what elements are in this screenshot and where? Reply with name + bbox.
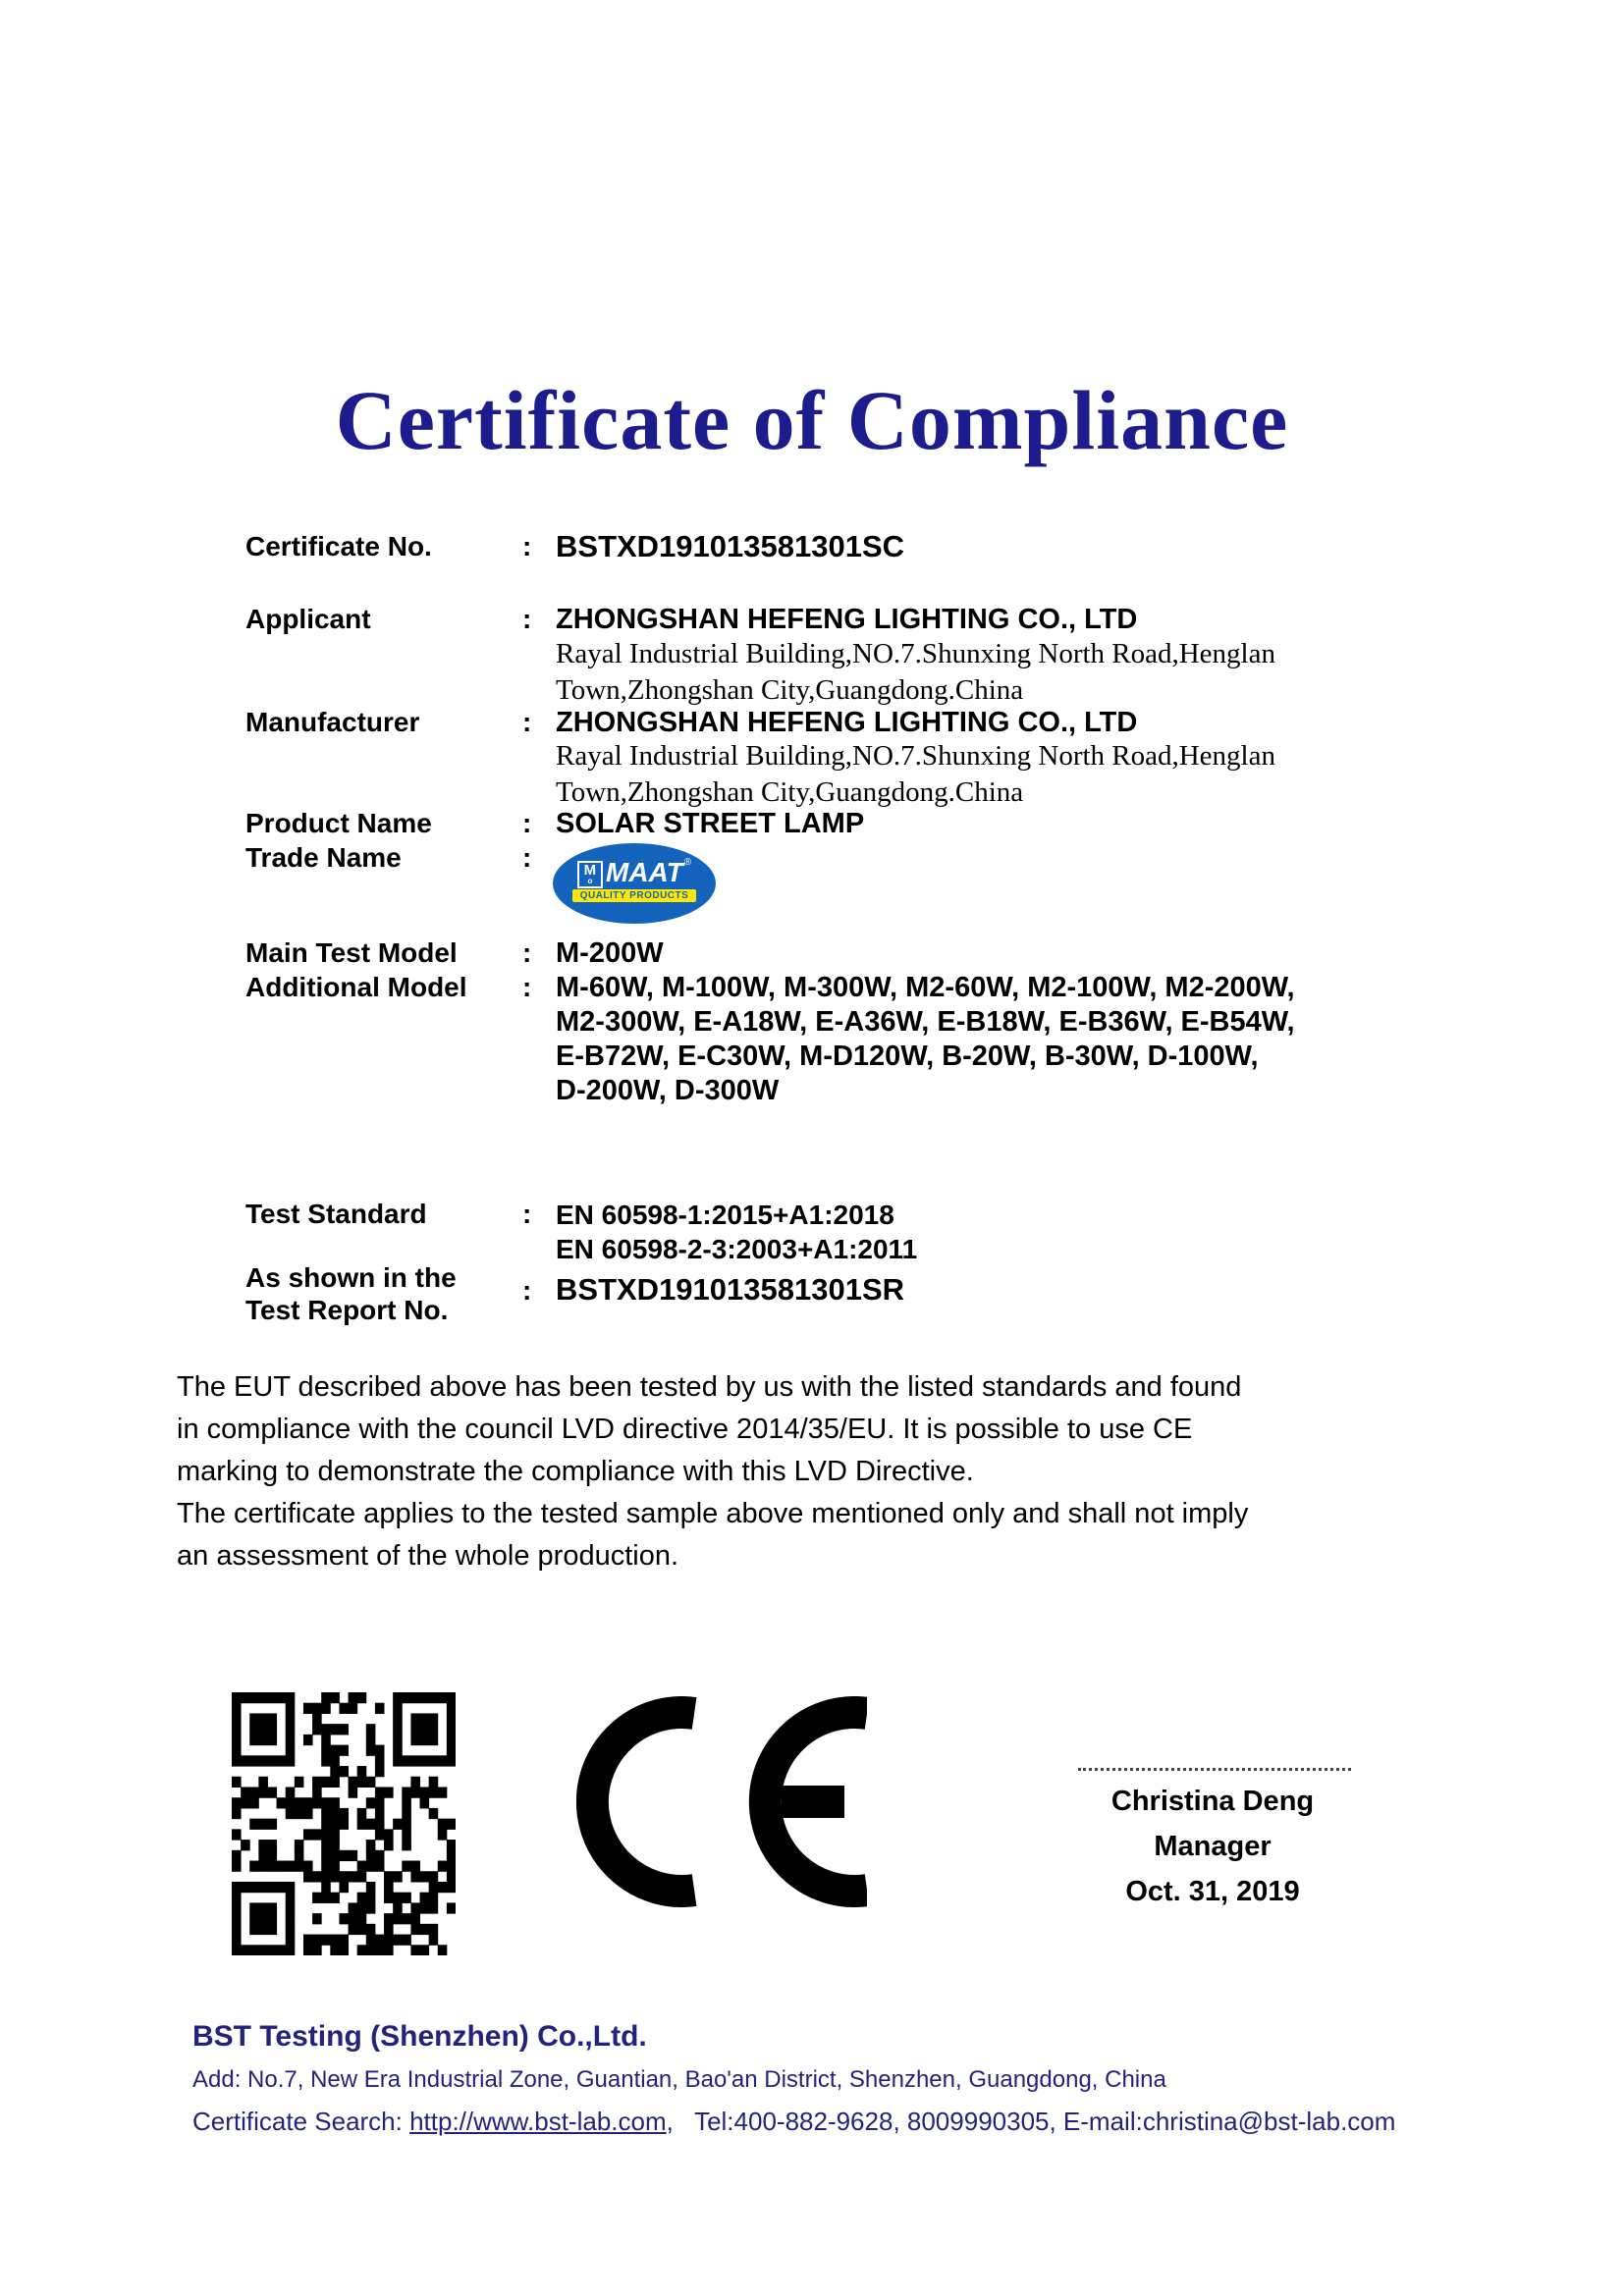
product-name-label: Product Name (245, 808, 432, 838)
test-report-label-line2: Test Report No. (245, 1295, 449, 1325)
certificate-no-label: Certificate No. (245, 531, 432, 561)
colon: : (522, 842, 532, 873)
applicant-label: Applicant (245, 604, 371, 634)
colon: : (522, 707, 532, 737)
applicant-address-line1: Rayal Industrial Building,NO.7.Shunxing North Road,Henglan (556, 638, 1275, 669)
signatory-name: Christina Deng (1110, 1786, 1315, 1817)
applicant-address-line2: Town,Zhongshan City,Guangdong.China (556, 674, 1024, 706)
maat-m-box-icon (577, 861, 603, 888)
statement-line4: The certificate applies to the tested sample above mentioned only and shall not imply (177, 1498, 1249, 1529)
applicant-value: ZHONGSHAN HEFENG LIGHTING CO., LTD (556, 604, 1138, 635)
test-standard-line1: EN 60598-1:2015+A1:2018 (556, 1200, 894, 1230)
colon: : (522, 1275, 532, 1306)
colon: : (522, 972, 532, 1002)
certificate-search-contacts: , Tel:400-882-9628, 8009990305, E-mail:christina@bst-lab.com (666, 2107, 1396, 2136)
signatory-title: Manager (1154, 1831, 1272, 1862)
ce-mark-icon (576, 1696, 867, 1907)
colon: : (522, 531, 532, 561)
additional-model-line2: M2-300W, E-A18W, E-A36W, E-B18W, E-B36W, E-B54W, (556, 1006, 1295, 1038)
registered-trademark-icon: ® (683, 857, 692, 868)
colon: : (522, 604, 532, 634)
additional-model-line4: D-200W, D-300W (556, 1075, 780, 1106)
maat-logo-top (553, 858, 716, 888)
qr-code-icon (232, 1692, 456, 1955)
main-test-model-value: M-200W (556, 937, 664, 969)
colon: : (522, 808, 532, 838)
test-report-value: BSTXD191013581301SR (556, 1272, 905, 1307)
manufacturer-address-line1: Rayal Industrial Building,NO.7.Shunxing North Road,Henglan (556, 740, 1275, 772)
certificate-search-line (192, 2107, 1395, 2137)
main-test-model-label: Main Test Model (245, 937, 458, 968)
colon: : (522, 1199, 532, 1229)
signature-date: Oct. 31, 2019 (1125, 1876, 1300, 1907)
product-name-value: SOLAR STREET LAMP (556, 808, 865, 839)
test-report-label (245, 1261, 457, 1326)
certificate-search-label: Certificate Search: (192, 2107, 410, 2136)
additional-model-line3: E-B72W, E-C30W, M-D120W, B-20W, B-30W, D-100W, (556, 1041, 1259, 1072)
additional-model-value (556, 971, 1295, 1108)
statement-line3: marking to demonstrate the compliance with this LVD Directive. (177, 1456, 974, 1487)
manufacturer-address (556, 738, 1275, 811)
manufacturer-value: ZHONGSHAN HEFENG LIGHTING CO., LTD (556, 707, 1138, 738)
maat-brand-logo (553, 843, 716, 924)
signature-dotted-line (1078, 1768, 1351, 1771)
page-title: Certificate of Compliance (335, 373, 1289, 467)
additional-model-line1: M-60W, M-100W, M-300W, M2-60W, M2-100W, M2-200W, (556, 972, 1295, 1003)
maat-tagline: QUALITY PRODUCTS (572, 889, 696, 902)
test-report-label-line1: As shown in the (245, 1262, 457, 1293)
colon: : (522, 937, 532, 968)
applicant-address (556, 636, 1275, 709)
test-standard-line2: EN 60598-2-3:2003+A1:2011 (556, 1234, 918, 1264)
trade-name-label: Trade Name (245, 842, 402, 873)
maat-m: M (583, 862, 597, 879)
statement-line5: an assessment of the whole production. (177, 1540, 679, 1572)
statement-line2: in compliance with the council LVD directive 2014/35/EU. It is possible to use CE (177, 1414, 1193, 1445)
statement-line1: The EUT described above has been tested by us with the listed standards and found (177, 1371, 1242, 1403)
maat-wordmark: MAAT (605, 857, 683, 887)
manufacturer-address-line2: Town,Zhongshan City,Guangdong.China (556, 776, 1024, 808)
certificate-search-link[interactable]: http://www.bst-lab.com (409, 2107, 667, 2136)
lab-address: Add: No.7, New Era Industrial Zone, Guantian, Bao'an District, Shenzhen, Guangdong, China (192, 2066, 1166, 2093)
test-standard-value (556, 1198, 917, 1266)
statement-text (177, 1366, 1248, 1577)
manufacturer-label: Manufacturer (245, 707, 420, 737)
certificate-no-value: BSTXD191013581301SC (556, 529, 905, 563)
signature-block (1073, 1779, 1352, 1914)
additional-model-label: Additional Model (245, 972, 467, 1002)
test-standard-label: Test Standard (245, 1199, 427, 1229)
maat-o: o (587, 877, 593, 885)
lab-company-name: BST Testing (Shenzhen) Co.,Ltd. (192, 2020, 647, 2053)
